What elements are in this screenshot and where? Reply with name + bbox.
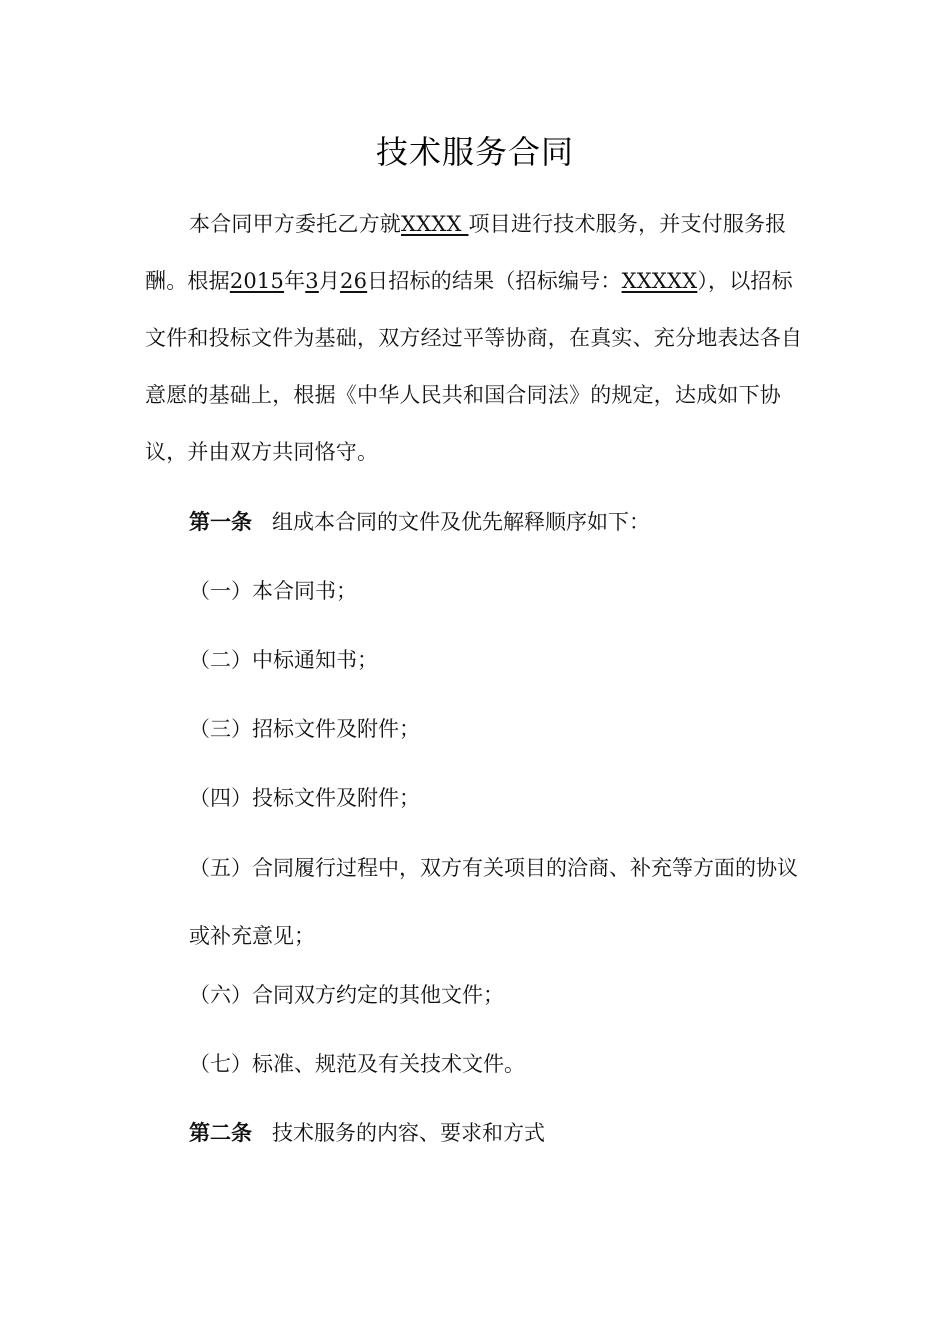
project-name: XXXX [401, 212, 469, 236]
tender-number: XXXXX [621, 269, 698, 293]
article-2-heading [145, 1113, 810, 1153]
list-item: （二）中标通知书； [189, 648, 378, 672]
article-1-text: 组成本合同的文件及优先解释顺序如下： [272, 510, 650, 534]
tender-day: 26 [340, 269, 368, 293]
intro-text-3: 年 [284, 269, 306, 293]
intro-text-6: ），以招标文件和投标文件为基础，双方经过平等协商，在真实、充分地表达各自意愿的基础上，根据《中华人民共和国合同法》的规定，达成如下协议，并由双方共同恪守。 [145, 269, 803, 464]
list-item: （六）合同双方约定的其他文件； [189, 983, 504, 1007]
list-item: （三）招标文件及附件； [189, 717, 420, 741]
intro-text-2: 项目进行技术服务，并支付服务报酬。根据 [145, 212, 787, 293]
list-item: （一）本合同书； [189, 579, 357, 603]
intro-paragraph [145, 196, 805, 481]
list-item: （四）投标文件及附件； [189, 786, 420, 810]
intro-text-5: 日招标的结果（招标编号： [367, 269, 622, 293]
article-1-heading [145, 502, 810, 542]
list-item: （七）标准、规范及有关技术文件。 [189, 1052, 525, 1076]
tender-month: 3 [305, 269, 319, 293]
document-title: 技术服务合同 [375, 133, 574, 171]
article-1-label: 第一条 [189, 510, 252, 534]
intro-text-1: 本合同甲方委托乙方就 [189, 212, 401, 236]
list-item: （五）合同履行过程中，双方有关项目的洽商、补充等方面的协议或补充意见； [189, 856, 798, 948]
tender-year: 2015 [229, 269, 285, 293]
article-2-text: 技术服务的内容、要求和方式 [272, 1121, 545, 1145]
article-2-label: 第二条 [189, 1121, 252, 1145]
intro-text-4: 月 [318, 269, 341, 293]
